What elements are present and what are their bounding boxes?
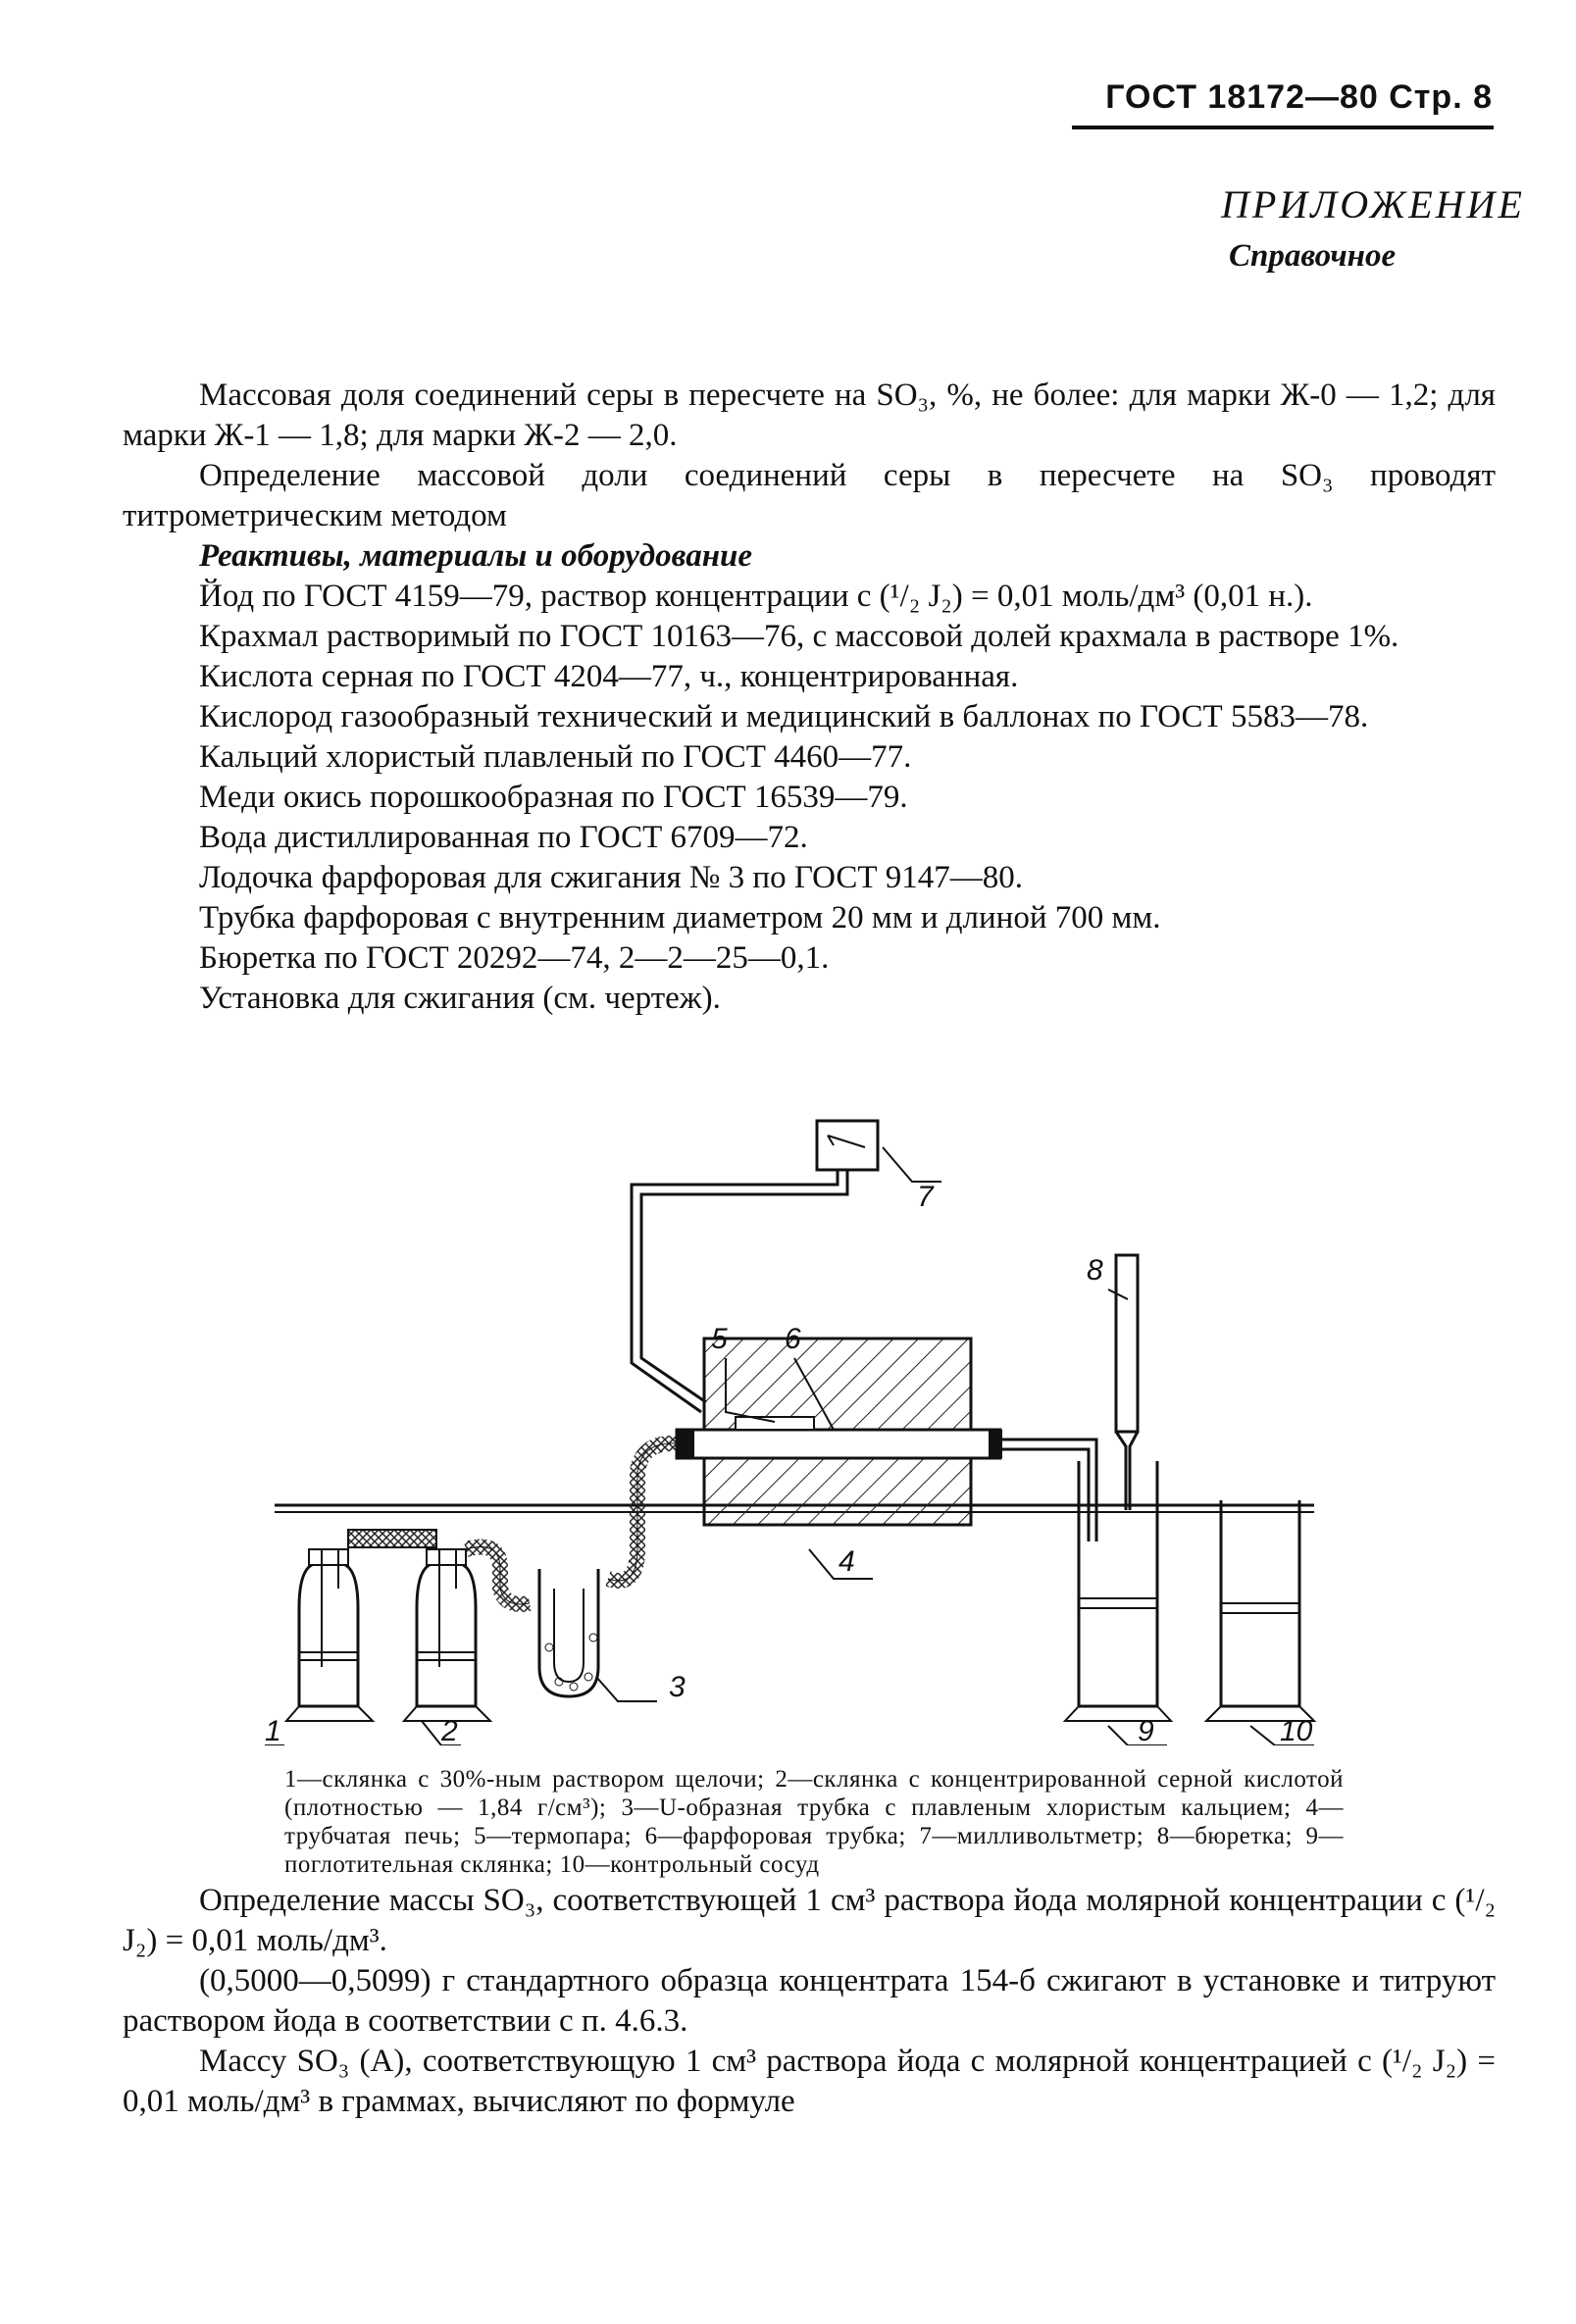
body-text bbox=[123, 376, 1496, 1019]
section-heading: Реактивы, материалы и оборудование bbox=[199, 538, 753, 574]
paragraph: Бюретка по ГОСТ 20292—74, 2—2—25—0,1. bbox=[199, 940, 830, 976]
sulfuric-acid-bottle bbox=[404, 1549, 490, 1721]
paragraph: Трубка фарфоровая с внутренним диаметром 20 мм и длиной 700 мм. bbox=[199, 900, 1161, 935]
caption-text: 1—склянка с 30%-ным раствором щелочи; 2—склянка с концентрированной серной кислотой (плотностью — 1,84 г/см³); 3—U-образная трубка с плавленым хлористым кальцием; 4—трубчатая печь; 5—термопара; 6—фарфоровая трубка; 7—милливольтметр; 8—бюретка; 9—поглотительная склянка; 10—контрольный сосуд bbox=[284, 1766, 1344, 1878]
label-9: 9 bbox=[1138, 1715, 1154, 1745]
control-vessel bbox=[1206, 1500, 1314, 1721]
paragraph: Меди окись порошкообразная по ГОСТ 16539—79. bbox=[199, 780, 908, 815]
paragraph: Йод по ГОСТ 4159—79, раствор концентрации с (¹/₂ J₂) = 0,01 моль/дм³ (0,01 н.). bbox=[199, 579, 1313, 614]
paragraph: Установка для сжигания (см. чертеж). bbox=[199, 981, 721, 1016]
figure-caption bbox=[284, 1765, 1344, 1879]
paragraph: Массу SO₃ (A), соответствующую 1 см³ раствора йода с молярной концентрацией с (¹/₂ J₂) = 0,01 моль/дм³ в граммах, вычисляют по формуле bbox=[123, 2044, 1496, 2119]
label-2: 2 bbox=[441, 1715, 458, 1745]
paragraph: Лодочка фарфоровая для сжигания № 3 по ГОСТ 9147—80. bbox=[199, 860, 1023, 895]
paragraph: Определение массовой доли соединений серы в пересчете на SO₃ проводят титрометрическим методом bbox=[123, 458, 1496, 533]
combustion-boat bbox=[736, 1417, 814, 1430]
porcelain-tube bbox=[677, 1430, 1000, 1458]
burette bbox=[1116, 1255, 1138, 1510]
paragraph: (0,5000—0,5099) г стандартного образца концентрата 154-б сжигают в установке и титруют раствором йода в соответствии с п. 4.6.3. bbox=[123, 1963, 1496, 2039]
label-4: 4 bbox=[839, 1545, 855, 1578]
paragraph: Массовая доля соединений серы в пересчете на SO₃, %, не более: для марки Ж-0 — 1,2; для марки Ж-1 — 1,8; для марки Ж-2 — 2,0. bbox=[123, 378, 1496, 453]
label-8: 8 bbox=[1087, 1254, 1103, 1287]
paragraph: Кислота серная по ГОСТ 4204—77, ч., концентрированная. bbox=[199, 659, 1019, 694]
paragraph: Вода дистиллированная по ГОСТ 6709—72. bbox=[199, 820, 808, 855]
apparatus-diagram bbox=[265, 1118, 1402, 1745]
label-6: 6 bbox=[785, 1323, 801, 1355]
paragraph: Кальций хлористый плавленый по ГОСТ 4460—77. bbox=[199, 739, 912, 775]
label-3: 3 bbox=[669, 1671, 686, 1703]
page-header bbox=[1105, 78, 1493, 117]
absorption-vessel bbox=[1065, 1461, 1171, 1721]
label-5: 5 bbox=[711, 1323, 728, 1355]
alkali-bottle bbox=[286, 1549, 373, 1721]
label-7: 7 bbox=[917, 1181, 934, 1213]
header-text: ГОСТ 18172—80 Стр. 8 bbox=[1105, 78, 1493, 116]
paragraph: Определение массы SO₃, соответствующей 1 см³ раствора йода молярной концентрации с (¹/₂ J₂) = 0,01 моль/дм³. bbox=[123, 1883, 1496, 1958]
body-text-continued bbox=[123, 1881, 1496, 2122]
paragraph: Крахмал растворимый по ГОСТ 10163—76, с массовой долей крахмала в растворе 1%. bbox=[199, 619, 1399, 654]
millivoltmeter-icon bbox=[817, 1121, 878, 1170]
label-10: 10 bbox=[1280, 1715, 1313, 1745]
paragraph: Кислород газообразный технический и медицинский в баллонах по ГОСТ 5583—78. bbox=[199, 699, 1369, 734]
u-tube bbox=[539, 1569, 598, 1696]
label-1: 1 bbox=[265, 1715, 281, 1745]
appendix-subtitle: Справочное bbox=[1229, 238, 1397, 274]
appendix-title: ПРИЛОЖЕНИЕ bbox=[1221, 182, 1525, 227]
header-rule bbox=[1072, 126, 1494, 129]
